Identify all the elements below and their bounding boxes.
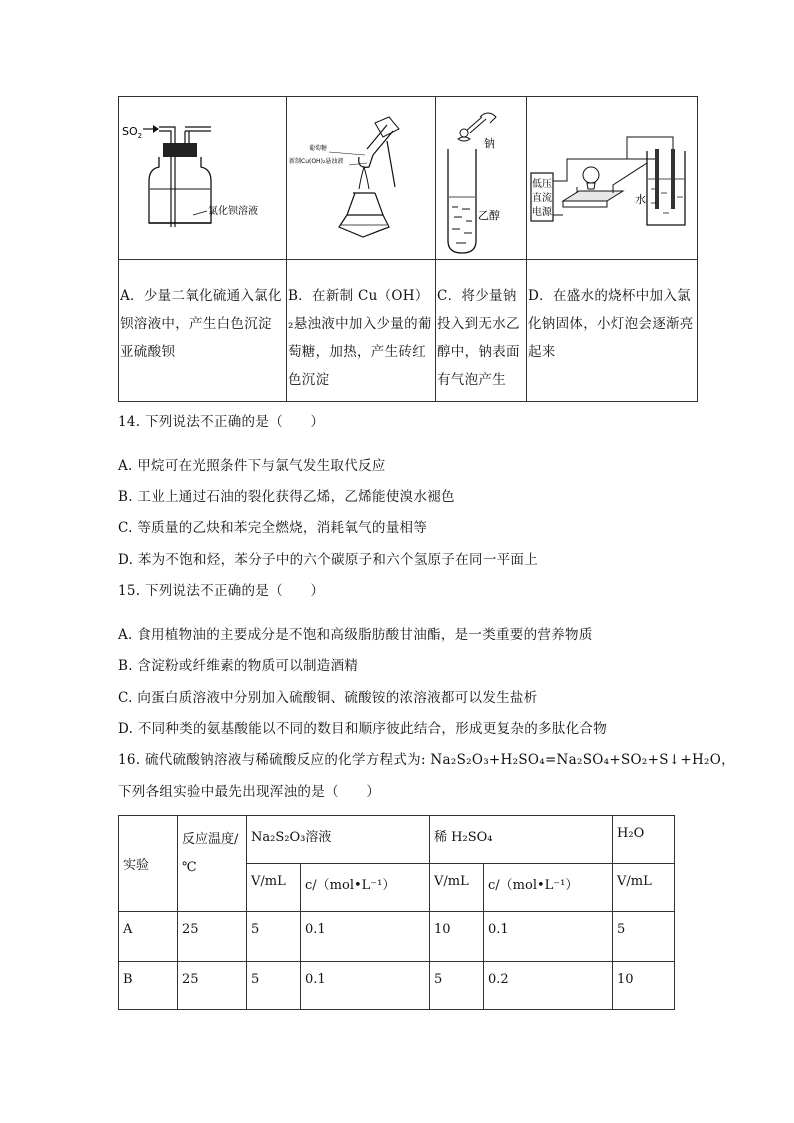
header-h2so4: 稀 H₂SO₄ <box>430 816 613 864</box>
option-d-text: D．在盛水的烧杯中加入氯化钠固体，小灯泡会逐渐亮起来 <box>527 260 698 402</box>
q16-stem-line2: 下列各组实验中最先出现浑浊的是（ ） <box>118 784 381 800</box>
power-label-2: 直流 <box>532 193 552 204</box>
cell-c1: 0.1 <box>301 912 430 962</box>
cell-v3: 10 <box>613 962 675 1010</box>
cell-temp: 25 <box>178 962 247 1010</box>
figure-cell-d <box>527 97 698 260</box>
ethanol-label: 乙醇 <box>478 209 500 222</box>
q14-option-c: C. 等质量的乙炔和苯完全燃烧，消耗氧气的量相等 <box>118 520 428 536</box>
cell-temp: 25 <box>178 912 247 962</box>
q14-stem: 14. 下列说法不正确的是（ ） <box>118 414 325 430</box>
power-label-3: 电源 <box>532 207 552 218</box>
header-concentration-1: c/（mol•L⁻¹） <box>301 864 430 912</box>
glucose-label: 葡萄糖 <box>309 145 328 152</box>
figure-cell-b <box>287 97 436 260</box>
table-row <box>119 962 675 1010</box>
header-na2s2o3: Na₂S₂O₃溶液 <box>247 816 430 864</box>
heating-test-tube-figure <box>287 97 434 257</box>
cell-exp: A <box>119 912 178 962</box>
cell-c1: 0.1 <box>301 962 430 1010</box>
q16-stem <box>118 748 735 768</box>
cell-v2: 5 <box>430 962 484 1010</box>
figure-cell-c <box>436 97 527 260</box>
gas-washing-bottle-figure <box>119 97 285 257</box>
q14-option-b: B. 工业上通过石油的裂化获得乙烯，乙烯能使溴水褪色 <box>118 489 455 505</box>
q15-option-a: A. 食用植物油的主要成分是不饱和高级脂肪酸甘油酯，是一类重要的营养物质 <box>118 627 593 643</box>
header-volume-3: V/mL <box>613 864 675 912</box>
water-label: 水 <box>635 193 646 206</box>
option-b-text: B．在新制 Cu（OH）₂悬浊液中加入少量的葡萄糖，加热，产生砖红色沉淀 <box>287 260 436 402</box>
q16-stem-prefix: 16. 硫代硫酸钠溶液与稀硫酸反应的化学方程式为: <box>118 752 431 768</box>
cell-v1: 5 <box>247 962 301 1010</box>
power-label-1: 低压 <box>532 179 552 190</box>
cell-c2: 0.1 <box>484 912 613 962</box>
option-a-text: A．少量二氧化硫通入氯化钡溶液中，产生白色沉淀亚硫酸钡 <box>119 260 287 402</box>
q14-option-a: A. 甲烷可在光照条件下与氯气发生取代反应 <box>118 458 386 474</box>
sodium-label: 钠 <box>484 137 495 150</box>
q15-option-d: D. 不同种类的氨基酸能以不同的数目和顺序彼此结合，形成更复杂的多肽化合物 <box>118 721 608 737</box>
cuoh2-label: 新制Cu(OH)₂悬浊液 <box>289 158 344 165</box>
cell-v1: 5 <box>247 912 301 962</box>
q16-equation: Na₂S₂O₃+H₂SO₄=Na₂SO₄+SO₂+S↓+H₂O， <box>430 752 735 768</box>
header-volume-2: V/mL <box>430 864 484 912</box>
cell-v2: 10 <box>430 912 484 962</box>
cell-exp: B <box>119 962 178 1010</box>
q15-option-c: C. 向蛋白质溶液中分别加入硫酸铜、硫酸铵的浓溶液都可以发生盐析 <box>118 690 538 706</box>
q14-option-d: D. 苯为不饱和烃，苯分子中的六个碳原子和六个氢原子在同一平面上 <box>118 552 539 568</box>
table-row <box>119 912 675 962</box>
conductivity-apparatus-figure <box>527 97 696 257</box>
solution-label: 氯化钡溶液 <box>208 206 258 217</box>
option-c-text: C．将少量钠投入到无水乙醇中，钠表面有气泡产生 <box>436 260 527 402</box>
experiment-conditions-table <box>118 815 675 1010</box>
so2-label: $SO_2$ <box>122 125 143 140</box>
header-experiment: 实验 <box>119 816 178 912</box>
q15-stem: 15. 下列说法不正确的是（ ） <box>118 583 325 599</box>
header-h2o: H₂O <box>613 816 675 864</box>
header-temperature: 反应温度/℃ <box>178 816 247 912</box>
cell-v3: 5 <box>613 912 675 962</box>
header-concentration-2: c/（mol•L⁻¹） <box>484 864 613 912</box>
header-volume-1: V/mL <box>247 864 301 912</box>
experiment-figure-table <box>118 96 698 402</box>
figure-cell-a <box>119 97 287 260</box>
cell-c2: 0.2 <box>484 962 613 1010</box>
q15-option-b: B. 含淀粉或纤维素的物质可以制造酒精 <box>118 658 359 674</box>
sodium-ethanol-test-tube-figure <box>436 97 525 257</box>
